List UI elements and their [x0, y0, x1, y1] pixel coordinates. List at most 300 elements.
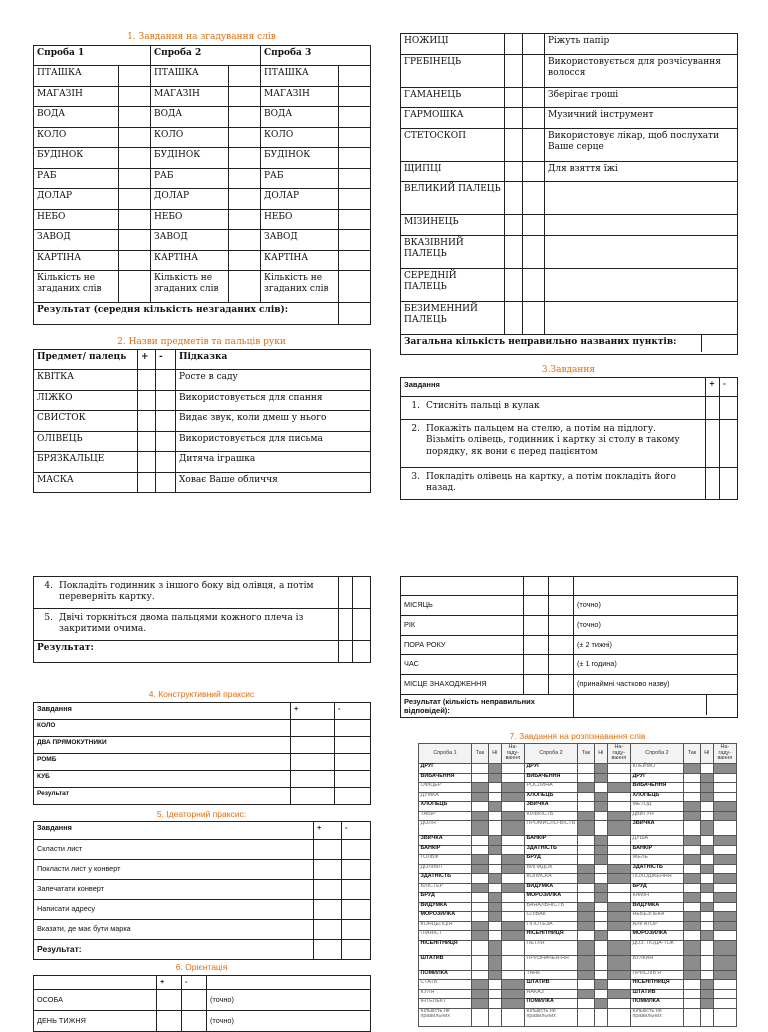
minus-cell: [342, 900, 371, 920]
no-cell: [594, 883, 607, 893]
minus-cell: [523, 182, 545, 215]
recognition-word: ОФІЦЕР: [419, 783, 472, 793]
score-cell: [229, 66, 261, 87]
minus-header: -: [182, 976, 207, 990]
no-cell: [488, 883, 501, 893]
recognition-word: КОНЦЕПЦІЯ: [419, 921, 472, 931]
recognition-word: МОРОЗИЛКА: [524, 893, 577, 903]
recognition-word: ЗВИЧКА: [524, 802, 577, 812]
recognition-word: КІЛЬКІСТЬ: [524, 811, 577, 821]
recognition-word: ВИБАЧЕННЯ: [419, 773, 472, 783]
table-row: [34, 900, 371, 920]
cue-cell: [713, 864, 736, 874]
yes-cell: [577, 893, 594, 903]
no-cell: [700, 902, 713, 912]
yes-cell: [577, 912, 594, 922]
recognition-word: НІСЕНІТНИЦЯ: [419, 940, 472, 955]
minus-header: -: [720, 378, 738, 397]
cue-cell: [713, 773, 736, 783]
cue-cell: [501, 1008, 524, 1026]
no-cell: [700, 931, 713, 941]
no-cell: [594, 783, 607, 793]
total-label: Загальна кількість неправильно названих пунктів:: [401, 334, 545, 354]
no-cell: [700, 883, 713, 893]
shape-cell: КУБ: [34, 771, 291, 788]
hint-cell: Видає звук, коли дмеш у нього: [176, 411, 371, 432]
table-row: [401, 420, 738, 468]
table-row: [401, 87, 738, 108]
table-row: [419, 883, 737, 893]
cue-cell: [607, 773, 630, 783]
no-cell: [594, 940, 607, 955]
table-row: [419, 921, 737, 931]
table-row: [419, 821, 737, 836]
no-cell: [700, 970, 713, 980]
word-cell: МАГАЗІН: [34, 86, 119, 107]
recognition-word: ГОЛЬФ: [419, 855, 472, 865]
no-cell: [700, 855, 713, 865]
plus-cell: [706, 397, 720, 420]
command-cell: [401, 468, 706, 500]
attempt-header: Спроба 1: [34, 46, 151, 66]
score-cell: [339, 107, 371, 128]
yes-cell: [577, 955, 594, 970]
criterion-cell: (± 1 година): [574, 655, 738, 675]
hint-cell: Зберігає гроші: [545, 87, 738, 108]
naming-table-cont: [400, 33, 738, 355]
table-row: [419, 773, 737, 783]
yes-cell: [683, 989, 700, 999]
cue-cell: [607, 764, 630, 774]
recognition-header: Спроба 2: [524, 744, 577, 764]
minus-cell: [720, 397, 738, 420]
plus-cell: [291, 720, 335, 737]
score-cell: [229, 209, 261, 230]
minus-cell: [523, 301, 545, 334]
recognition-header: На-гаду-вання: [713, 744, 736, 764]
task-cell: Вказати, де має бути марка: [34, 920, 314, 940]
minus-cell: [156, 472, 176, 493]
command-text: Покажіть пальцем на стелю, а потім на підлогу. Візьміть олівець, годинник і картку зі столу в такому порядку, як вони є перед пацієнтом: [426, 424, 680, 457]
table-row: [401, 128, 738, 161]
word-cell: ВОДА: [261, 107, 339, 128]
table-row: [34, 703, 371, 720]
cue-cell: [501, 989, 524, 999]
yes-cell: [577, 921, 594, 931]
recognition-word: ЗДАТНІСТЬ: [419, 874, 472, 884]
table-row: [419, 940, 737, 955]
object-cell: БЕЗИМЕННИЙ ПАЛЕЦЬ: [401, 301, 505, 334]
criterion-cell: (принаймні частково назву): [574, 675, 738, 695]
recognition-word: ГІПОТЕЗА: [524, 921, 577, 931]
no-cell: [488, 902, 501, 912]
no-cell: [594, 764, 607, 774]
yes-cell: [471, 864, 488, 874]
minus-cell: [342, 920, 371, 940]
cue-cell: [607, 821, 630, 836]
recognition-word: ДРУГ: [630, 773, 683, 783]
recognition-word: ДОЛЯ: [419, 821, 472, 836]
word-cell: ВОДА: [34, 107, 119, 128]
cue-cell: [501, 874, 524, 884]
recognition-header: Спроба 2: [630, 744, 683, 764]
score-cell: [119, 189, 151, 210]
no-cell: [488, 940, 501, 955]
plus-cell: [138, 452, 156, 473]
recognition-word: Кількість не правильних: [630, 1008, 683, 1026]
yes-cell: [683, 902, 700, 912]
no-cell: [488, 764, 501, 774]
shape-cell: ДВА ПРЯМОКУТНИКИ: [34, 737, 291, 754]
recognition-word: КАМІН: [630, 893, 683, 903]
no-cell: [700, 783, 713, 793]
table-row: [401, 108, 738, 129]
plus-cell: [314, 840, 342, 860]
command-cell: [401, 420, 706, 468]
table-row: [34, 350, 371, 370]
yes-cell: [471, 921, 488, 931]
minus-cell: [549, 675, 574, 695]
word-cell: КАРТІНА: [151, 250, 229, 271]
cue-cell: [713, 855, 736, 865]
score-cell: [119, 271, 151, 303]
no-cell: [488, 802, 501, 812]
yes-cell: [683, 999, 700, 1009]
object-cell: ВКАЗІВНИЙ ПАЛЕЦЬ: [401, 235, 505, 268]
recognition-word: ДВИГУН: [630, 811, 683, 821]
no-cell: [594, 1008, 607, 1026]
table-row: [34, 1011, 371, 1032]
blank-cell: [401, 577, 524, 596]
yes-cell: [471, 792, 488, 802]
hint-cell: [545, 268, 738, 301]
hint-cell: [545, 215, 738, 236]
yes-cell: [471, 802, 488, 812]
recognition-header: Так: [683, 744, 700, 764]
orientation-item: МІСЯЦЬ: [401, 596, 524, 616]
table-row: [34, 370, 371, 391]
score-cell: [119, 86, 151, 107]
yes-cell: [683, 836, 700, 846]
no-cell: [488, 931, 501, 941]
minus-cell: [342, 840, 371, 860]
command-number: 5.: [44, 613, 53, 623]
score-cell: [229, 250, 261, 271]
sec6-title: 6. Орієнтація: [175, 962, 228, 972]
table-row: [34, 127, 371, 148]
plus-cell: [314, 940, 342, 960]
no-cell: [488, 999, 501, 1009]
table-row: [401, 655, 738, 675]
yes-cell: [577, 821, 594, 836]
no-cell: [700, 999, 713, 1009]
recognition-word: ПРОМИСЛО-ВІСТЬ: [524, 821, 577, 836]
command-text: Покладіть олівець на картку, а потім покладіть його назад.: [426, 472, 676, 494]
table-row: [419, 792, 737, 802]
shape-cell: РОМБ: [34, 754, 291, 771]
yes-cell: [471, 980, 488, 990]
word-cell: ПТАШКА: [34, 66, 119, 87]
score-cell: [229, 189, 261, 210]
no-cell: [700, 921, 713, 931]
minus-cell: [156, 370, 176, 391]
cue-cell: [713, 893, 736, 903]
cue-cell: [713, 821, 736, 836]
cue-cell: [713, 811, 736, 821]
no-cell: [700, 836, 713, 846]
cue-cell: [501, 999, 524, 1009]
criterion-cell: (точно): [574, 596, 738, 616]
word-cell: ДОЛАР: [151, 189, 229, 210]
no-cell: [700, 980, 713, 990]
yes-cell: [471, 989, 488, 999]
cue-cell: [713, 980, 736, 990]
yes-cell: [577, 999, 594, 1009]
yes-cell: [471, 811, 488, 821]
word-cell: МАГАЗІН: [151, 86, 229, 107]
cue-cell: [713, 883, 736, 893]
no-cell: [594, 902, 607, 912]
table-row: [34, 107, 371, 128]
table-row: [401, 577, 738, 596]
cue-cell: [501, 855, 524, 865]
hint-cell: [545, 301, 738, 334]
yes-cell: [683, 980, 700, 990]
score-cell: [229, 127, 261, 148]
minus-cell: [156, 411, 176, 432]
result-label: Результат (середня кількість незгаданих слів):: [34, 303, 339, 325]
no-cell: [700, 802, 713, 812]
sec5-title: 5. Ідеаторний праксис:: [156, 809, 247, 819]
object-cell: БРЯЗКАЛЬЦЕ: [34, 452, 138, 473]
table-row: [34, 66, 371, 87]
table-row: [419, 811, 737, 821]
table-row: [419, 874, 737, 884]
table-row: [419, 989, 737, 999]
object-cell: ЩИПЦІ: [401, 161, 505, 182]
plus-cell: [291, 737, 335, 754]
object-cell: ЛІЖКО: [34, 390, 138, 411]
table-row: [34, 86, 371, 107]
word-cell: ЗАВОД: [151, 230, 229, 251]
table-row: [419, 802, 737, 812]
recognition-word: БАНКІР: [524, 836, 577, 846]
score-cell: [339, 66, 371, 87]
cue-cell: [713, 921, 736, 931]
minus-cell: [353, 641, 371, 663]
table-row: [401, 301, 738, 334]
table-row: [419, 864, 737, 874]
hint-cell: Музичний інструмент: [545, 108, 738, 129]
sec1-title: 1. Завдання на згадування слів: [127, 32, 276, 42]
word-cell: ДОЛАР: [34, 189, 119, 210]
no-cell: [700, 989, 713, 999]
yes-cell: [471, 821, 488, 836]
recall-table: [33, 45, 371, 325]
cue-cell: [713, 874, 736, 884]
sec2-title: 2. Назви предметів та пальців руки: [117, 337, 286, 347]
score-cell: [119, 250, 151, 271]
recognition-word: БРУД: [630, 883, 683, 893]
no-cell: [594, 811, 607, 821]
cue-cell: [713, 764, 736, 774]
table-row: [419, 893, 737, 903]
score-cell: [119, 127, 151, 148]
cue-cell: [501, 836, 524, 846]
task-cell: Запечатати конверт: [34, 880, 314, 900]
result-cell: [574, 694, 738, 717]
yes-cell: [683, 883, 700, 893]
word-cell: РАБ: [151, 168, 229, 189]
sec7-title: 7. Завдання на розпізнавання слів: [509, 731, 646, 741]
command-number: 1.: [411, 401, 420, 411]
plus-cell: [524, 635, 549, 655]
criterion-cell: (точно): [207, 1011, 371, 1032]
plus-cell: [157, 1011, 182, 1032]
table-row: [401, 34, 738, 55]
yes-cell: [471, 874, 488, 884]
word-cell: КОЛО: [261, 127, 339, 148]
count-label: Кількість не згаданих слів: [261, 271, 339, 303]
yes-cell: [577, 902, 594, 912]
naming-table: [33, 349, 371, 493]
recognition-word: АЛІГАТОР: [630, 921, 683, 931]
hint-cell: Використовує лікар, щоб послухати Ваше серце: [545, 128, 738, 161]
yes-cell: [471, 1008, 488, 1026]
table-row: [34, 822, 371, 840]
no-cell: [488, 773, 501, 783]
word-cell: НЕБО: [261, 209, 339, 230]
cue-cell: [501, 811, 524, 821]
recognition-word: ЖЕЛЕ: [630, 855, 683, 865]
recognition-word: ХЛОПЕЦЬ: [630, 792, 683, 802]
no-cell: [594, 802, 607, 812]
yes-cell: [683, 764, 700, 774]
blank-cell: [524, 577, 549, 596]
minus-cell: [523, 87, 545, 108]
no-cell: [700, 940, 713, 955]
cue-cell: [501, 792, 524, 802]
recognition-word: ТАНК: [524, 970, 577, 980]
task-cell: Покласти лист у конверт: [34, 860, 314, 880]
recognition-word: ІНТЕЛЕКТ: [419, 999, 472, 1009]
yes-cell: [683, 802, 700, 812]
yes-cell: [683, 970, 700, 980]
task-cell: Написати адресу: [34, 900, 314, 920]
cue-cell: [501, 931, 524, 941]
cue-cell: [607, 893, 630, 903]
table-row: [419, 955, 737, 970]
table-row: [401, 596, 738, 616]
minus-cell: [549, 596, 574, 616]
result-label: Результат: [34, 788, 291, 805]
naming-header: +: [138, 350, 156, 370]
table-row: [34, 303, 371, 325]
recognition-word: БРУД: [524, 855, 577, 865]
cue-cell: [607, 802, 630, 812]
recognition-word: БАНАЛЬНІСТЬ: [524, 902, 577, 912]
commands-table-cont: [33, 576, 371, 663]
score-cell: [229, 86, 261, 107]
yes-cell: [471, 912, 488, 922]
plus-cell: [706, 420, 720, 468]
plus-cell: [524, 615, 549, 635]
table-row: [34, 720, 371, 737]
yes-cell: [471, 999, 488, 1009]
word-cell: РАБ: [34, 168, 119, 189]
table-row: [34, 609, 371, 641]
table-row: [34, 390, 371, 411]
cue-cell: [607, 811, 630, 821]
recognition-header: Так: [577, 744, 594, 764]
table-row: [419, 764, 737, 774]
minus-cell: [523, 161, 545, 182]
object-cell: СТЕТОСКОП: [401, 128, 505, 161]
table-row: [401, 468, 738, 500]
table-row: [401, 235, 738, 268]
minus-cell: [182, 1011, 207, 1032]
orientation-item: ПОРА РОКУ: [401, 635, 524, 655]
recognition-word: ШТАТИВ: [630, 989, 683, 999]
cue-cell: [501, 921, 524, 931]
yes-cell: [577, 940, 594, 955]
blank-cell: [574, 577, 738, 596]
minus-cell: [549, 615, 574, 635]
yes-cell: [683, 1008, 700, 1026]
table-row: [419, 744, 737, 764]
minus-cell: [523, 128, 545, 161]
word-cell: ЗАВОД: [34, 230, 119, 251]
hint-cell: Використовується для розчісування волосся: [545, 54, 738, 87]
cue-cell: [501, 902, 524, 912]
result-label: Результат (кількість неправильних відповідей):: [401, 694, 574, 717]
command-cell: [401, 397, 706, 420]
command-text: Двічі торкніться двома пальцями кожного плеча із закритими очима.: [59, 613, 304, 635]
minus-cell: [523, 268, 545, 301]
orientation-item: ДЕНЬ ТИЖНЯ: [34, 1011, 157, 1032]
minus-cell: [335, 771, 371, 788]
command-text: Стисніть пальці в кулак: [426, 401, 540, 411]
cue-cell: [607, 864, 630, 874]
word-cell: КАРТІНА: [34, 250, 119, 271]
command-text: Покладіть годинник з іншого боку від олівця, а потім переверніть картку.: [59, 581, 314, 603]
recognition-word: ДОЛІВІЛ: [419, 864, 472, 874]
cue-cell: [607, 883, 630, 893]
plus-header: +: [157, 976, 182, 990]
table-row: [34, 452, 371, 473]
recognition-header: На-гаду-вання: [607, 744, 630, 764]
yes-cell: [471, 783, 488, 793]
no-cell: [488, 893, 501, 903]
recognition-word: Кількість не правильних: [419, 1008, 472, 1026]
recognition-word: ВИДУМКА: [524, 883, 577, 893]
no-cell: [594, 792, 607, 802]
cue-cell: [607, 921, 630, 931]
cue-cell: [713, 999, 736, 1009]
cue-cell: [501, 764, 524, 774]
table-row: [34, 431, 371, 452]
yes-cell: [471, 855, 488, 865]
no-cell: [594, 836, 607, 846]
no-cell: [700, 811, 713, 821]
recognition-header: Ні: [488, 744, 501, 764]
recognition-word: ПЕТЛЯ: [524, 940, 577, 955]
object-cell: МАСКА: [34, 472, 138, 493]
recognition-word: СПІВАК: [524, 912, 577, 922]
cue-cell: [607, 836, 630, 846]
recognition-word: БАНКІР: [419, 845, 472, 855]
no-cell: [594, 955, 607, 970]
